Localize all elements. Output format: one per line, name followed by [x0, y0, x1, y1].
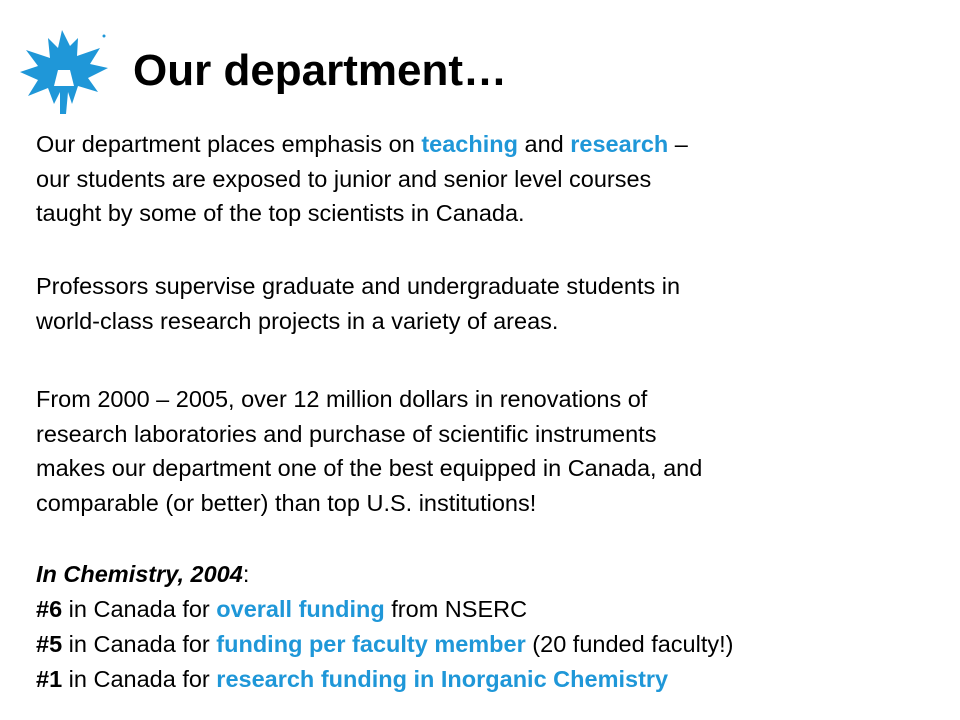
renovations-line-3: makes our department one of the best equipped in Canada, and: [36, 455, 703, 481]
renovations-line-4: comparable (or better) than top U.S. institutions!: [36, 489, 537, 516]
renovations-paragraph: [36, 382, 702, 520]
stats-row: #1 in Canada for research funding in Inorganic Chemistry: [36, 666, 669, 692]
research-highlight: research: [570, 131, 669, 157]
teaching-highlight: teaching: [421, 131, 518, 157]
intro-paragraph: [36, 127, 688, 231]
maple-leaf-icon: [14, 26, 114, 116]
professors-line-1: Professors supervise graduate and undergraduate students in: [36, 273, 681, 299]
stats-row: #5 in Canada for funding per faculty member (20 funded faculty!): [36, 631, 734, 657]
stats-row: #6 in Canada for overall funding from NSERC: [36, 596, 528, 622]
intro-line-1: Our department places emphasis on teaching and research –: [36, 131, 688, 157]
intro-line-2: our students are exposed to junior and senior level courses: [36, 165, 652, 192]
renovations-line-1: From 2000 – 2005, over 12 million dollars in renovations of: [36, 386, 648, 412]
professors-line-2: world-class research projects in a variety of areas.: [36, 307, 559, 334]
intro-line-3: taught by some of the top scientists in Canada.: [36, 200, 525, 226]
chemistry-stats: [36, 557, 733, 697]
renovations-line-2: research laboratories and purchase of scientific instruments: [36, 420, 657, 447]
professors-paragraph: [36, 269, 680, 338]
page-title: Our department…: [133, 46, 508, 95]
stats-heading: In Chemistry, 2004:: [36, 561, 250, 587]
